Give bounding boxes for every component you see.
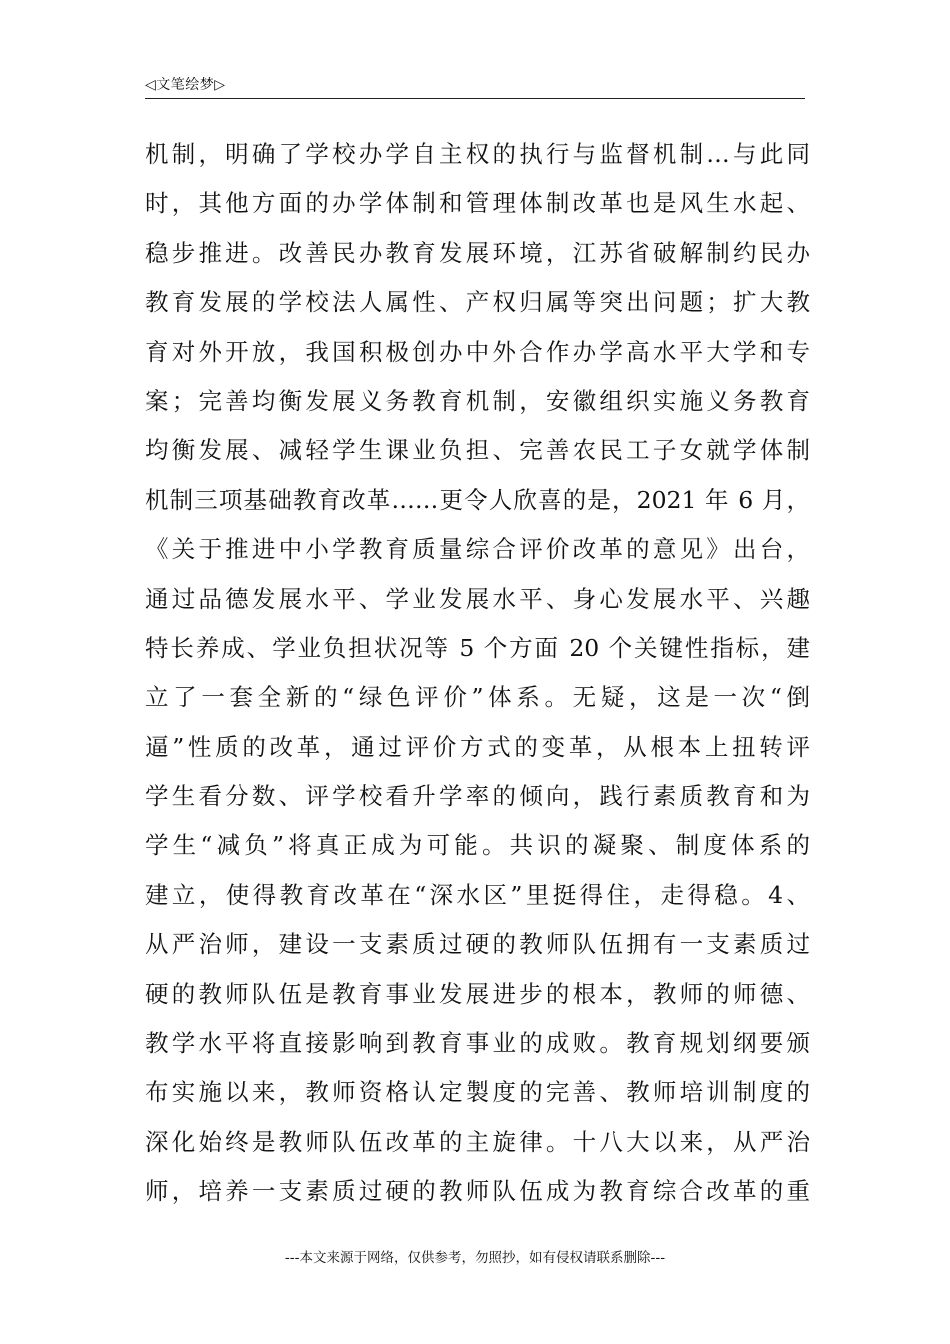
body-line: 建立，使得教育改革在“深水区”里挺得住，走得稳。4、: [145, 880, 810, 909]
page-header: [145, 70, 805, 99]
body-line: 学生看分数、评学校看升学率的倾向，践行素质教育和为: [145, 782, 810, 811]
body-line: 特长养成、学业负担状况等 5 个方面 20 个关键性指标，建: [145, 633, 810, 662]
footer-notice: ---本文来源于网络，仅供参考，勿照抄，如有侵权请联系删除---: [284, 1250, 666, 1266]
body-line: 从严治师，建设一支素质过硬的教师队伍拥有一支素质过: [145, 930, 810, 959]
body-line: 案；完善均衡发展义务教育机制，安徽组织实施义务教育: [145, 386, 810, 415]
body-line: 时，其他方面的办学体制和管理体制改革也是风生水起、: [145, 189, 810, 218]
body-line: 稳步推进。改善民办教育发展环境，江苏省破解制约民办: [145, 238, 810, 267]
body-line: 学生“减负”将真正成为可能。共识的凝聚、制度体系的: [145, 831, 810, 860]
body-line: 师，培养一支素质过硬的教师队伍成为教育综合改革的重: [145, 1177, 810, 1206]
body-line: 通过品德发展水平、学业发展水平、身心发展水平、兴趣: [145, 584, 810, 613]
body-line: 深化始终是教师队伍改革的主旋律。十八大以来，从严治: [145, 1127, 810, 1156]
body-line: 机制，明确了学校办学自主权的执行与监督机制…与此同: [145, 140, 810, 168]
header-title: ◁文笔绘梦▷: [145, 77, 226, 93]
body-line: 均衡发展、减轻学生课业负担、完善农民工子女就学体制: [145, 436, 810, 465]
body-line: 育对外开放，我国积极创办中外合作办学高水平大学和专: [145, 337, 810, 366]
body-line: 硬的教师队伍是教育事业发展进步的根本，教师的师德、: [145, 979, 810, 1008]
body-line: 《关于推进中小学教育质量综合评价改革的意见》出台，: [145, 535, 810, 564]
body-line: 机制三项基础教育改革……更令人欣喜的是，2021 年 6 月，: [145, 485, 810, 514]
body-line: 逼”性质的改革，通过评价方式的变革，从根本上扭转评: [145, 732, 810, 761]
body-line: 立了一套全新的“绿色评价”体系。无疑，这是一次“倒: [145, 683, 810, 712]
document-body: [145, 130, 810, 1217]
body-line: 布实施以来，教师资格认定製度的完善、教师培训制度的: [145, 1078, 810, 1107]
body-line: 教学水平将直接影响到教育事业的成败。教育规划纲要颁: [145, 1029, 810, 1058]
body-line: 教育发展的学校法人属性、产权归属等突出问题；扩大教: [145, 288, 810, 317]
